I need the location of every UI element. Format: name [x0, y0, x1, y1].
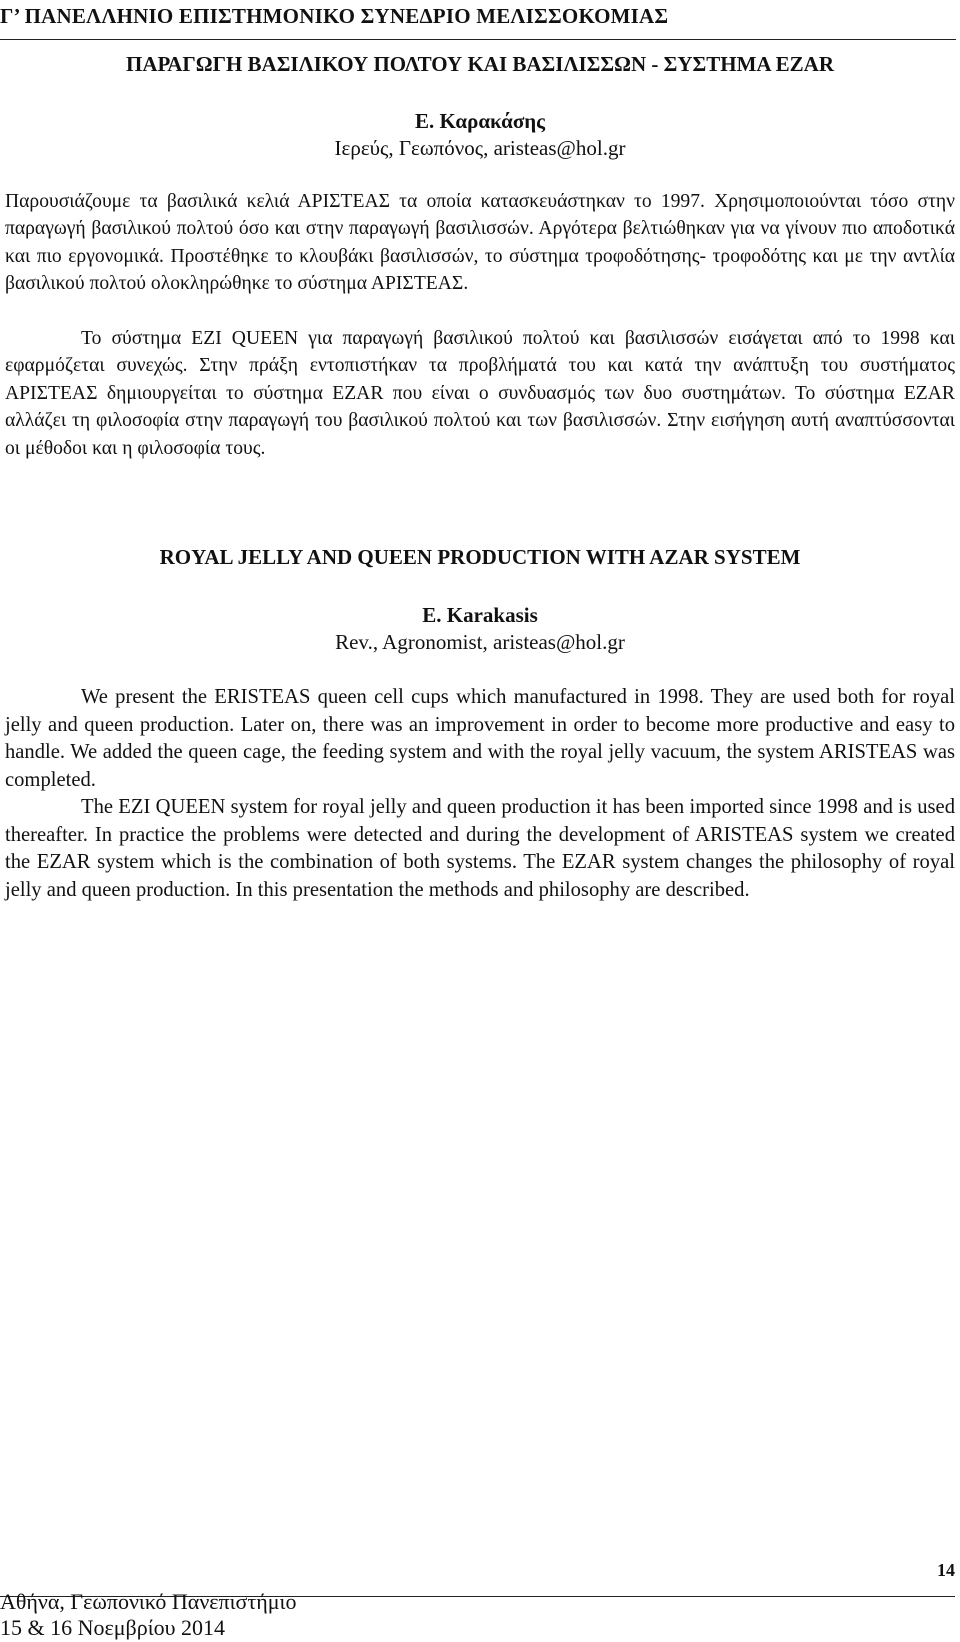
greek-affiliation: Ιερεύς, Γεωπόνος, aristeas@hol.gr [334, 136, 626, 160]
conference-header: Γ’ ΠΑΝΕΛΛΗΝΙΟ ΕΠΙΣΤΗΜΟΝΙΚΟ ΣΥΝΕΔΡΙΟ ΜΕΛΙΣΣΟΚΟΜΙΑΣ [0, 4, 669, 28]
english-author: E. Karakasis [422, 603, 538, 627]
greek-title: ΠΑΡΑΓΩΓΗ ΒΑΣΙΛΙΚΟΥ ΠΟΛΤΟΥ ΚΑΙ ΒΑΣΙΛΙΣΣΩΝ - ΣΥΣΤΗΜΑ EZAR [126, 52, 834, 76]
english-affiliation: Rev., Agronomist, aristeas@hol.gr [335, 630, 625, 654]
footer-location: Αθήνα, Γεωπονικό Πανεπιστήμιο [0, 1589, 297, 1614]
greek-author: Ε. Καρακάσης [414, 109, 546, 133]
english-abstract-paragraph-1: We present the ERISTEAS queen cell cups which manufactured in 1998. They are used both for royal jelly and queen production. Later on, there was an improvement in order to become more productive and easy to handle. We added the queen cage, the feeding system and with the royal jelly vacuum, the system ARISTEAS was completed. [5, 686, 955, 791]
greek-abstract-paragraph-1: Παρουσιάζουμε τα βασιλικά κελιά ΑΡΙΣΤΕΑΣ τα οποία κατασκευάστηκαν το 1997. Χρησιμοποιούνται τόσο στην παραγωγή βασιλικού πολτού όσο και στην παραγωγή βασιλισσών. Αργότερα βελτιώθηκαν για να γίνουν πιο αποδοτικά και πιο εργονομικά. Προστέθηκε το κλουβάκι βασιλισσών, το σύστημα τροφοδότησης- τροφοδότης και με την αντλία βασιλικού πολτού ολοκληρώθηκε το σύστημα ΑΡΙΣΤΕΑΣ. [5, 191, 955, 295]
header-divider [0, 39, 956, 40]
page-number: 14 [937, 1560, 955, 1580]
footer-date: 15 & 16 Νοεμβρίου 2014 [0, 1615, 226, 1640]
greek-abstract-paragraph-2: Το σύστημα EZI QUEEN για παραγωγή βασιλικού πολτού και βασιλισσών εισάγεται από το 1998 και εφαρμόζεται συνεχώς. Στην πράξη εντοπιστήκαν τα προβλήματά του και κατά την ανάπτυξη του συστήματος ΑΡΙΣΤΕΑΣ δημιουργείται το σύστημα EZAR που είναι ο συνδυασμός των δυο συστημάτων. Το σύστημα EZAR αλλάζει τη φιλοσοφία στην παραγωγή του βασιλικού πολτού και των βασιλισσών. Στην εισήγηση αυτή αναπτύσσονται οι μέθοδοι και η φιλοσοφία τους. [5, 328, 955, 459]
english-title: ROYAL JELLY AND QUEEN PRODUCTION WITH AZAR SYSTEM [159, 545, 801, 569]
english-abstract-paragraph-2: The EZI QUEEN system for royal jelly and queen production it has been imported since 1998 and is used thereafter. In practice the problems were detected and during the development of ARISTEAS system we created the EZAR system which is the combination of both systems. The EZAR system changes the philosophy of royal jelly and queen production. In this presentation the methods and philosophy are described. [5, 796, 955, 901]
